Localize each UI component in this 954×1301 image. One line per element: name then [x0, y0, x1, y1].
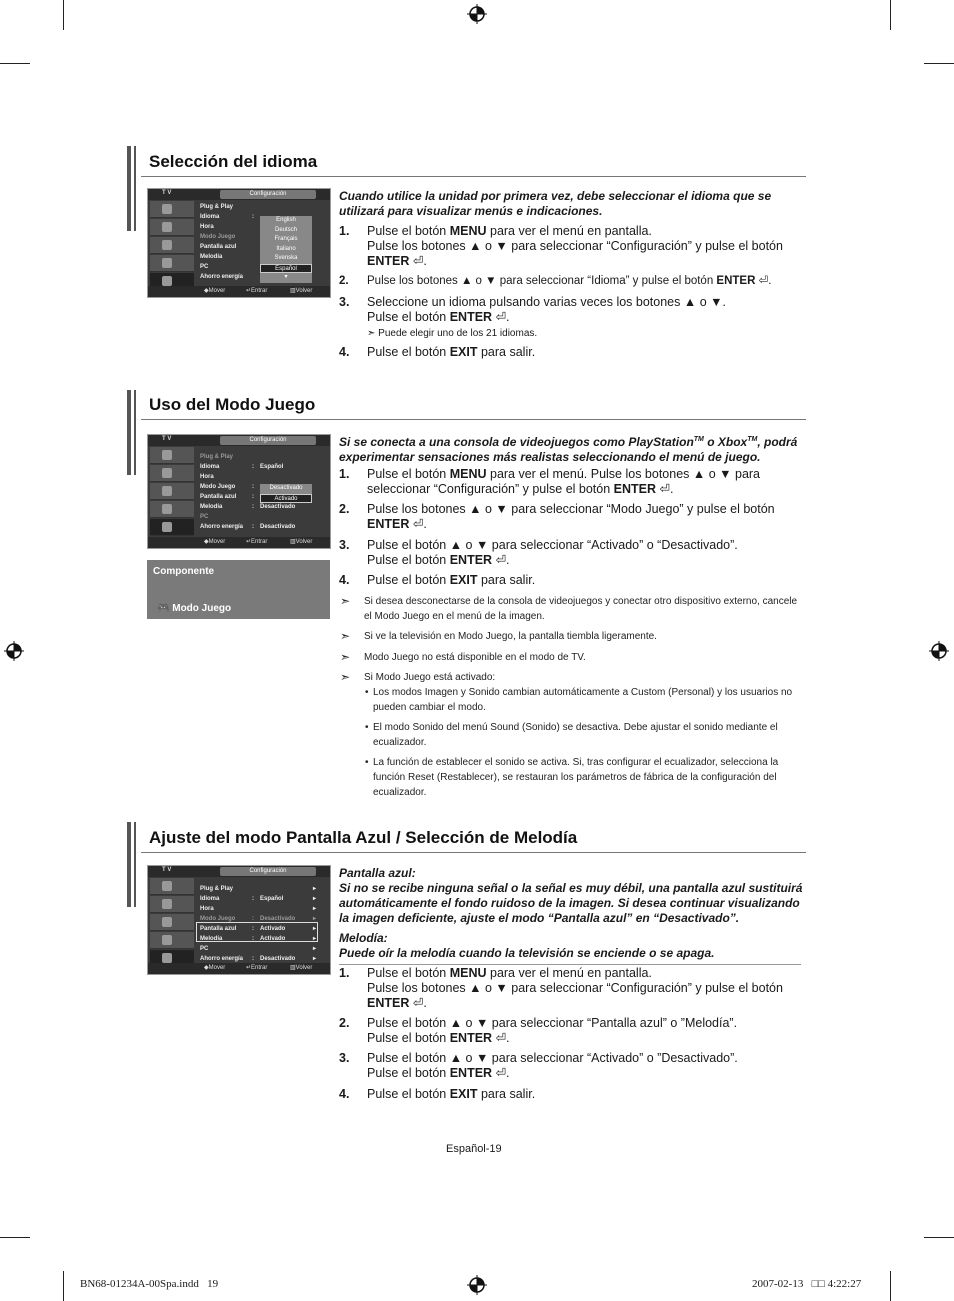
step-key: ENTER	[716, 275, 756, 287]
menu-item: Pantalla azul	[200, 926, 237, 932]
step-number: 3.	[339, 295, 350, 309]
step-key: EXIT	[449, 345, 478, 359]
language-option: English	[276, 217, 296, 223]
step-text: para salir.	[477, 1087, 536, 1101]
trademark: TM	[693, 436, 704, 443]
intro-text: Si se conecta a una consola de videojuegos como PlayStation	[339, 435, 694, 449]
language-popup: English Deutsch Français Italiano Svenska Español ▾	[260, 216, 312, 283]
crop-mark	[890, 1271, 891, 1301]
step	[339, 224, 804, 269]
step	[339, 1087, 804, 1102]
menu-item: PC	[200, 264, 209, 270]
enter-icon: ⏎	[412, 517, 424, 531]
note-text: Si ve la televisión en Modo Juego, la pantalla tiembla ligeramente.	[364, 631, 657, 642]
step-text: para salir.	[477, 573, 536, 587]
menu-item: Pantalla azul	[200, 494, 237, 500]
menu-item: Idioma	[200, 464, 220, 470]
step-key: ENTER	[613, 482, 657, 496]
step-number: 4.	[339, 1087, 350, 1101]
menu-title: Configuración	[220, 190, 316, 199]
step-key: EXIT	[449, 573, 478, 587]
menu-item: Modo Juego	[200, 234, 236, 240]
step-text: Pulse los botones ▲ o ▼ para seleccionar “Idioma” y pulse el botón	[367, 275, 717, 287]
menu-value: Español	[260, 464, 284, 470]
bullet: • La función de establecer el sonido se activa. Si, tras configurar el ecualizador, selecciona la función Reset (Restablecer), se restauran los parámetros de fábrica de la configuración del ecualizador.	[365, 755, 805, 800]
language-option: Deutsch	[274, 226, 297, 233]
footer-move: Mover	[208, 288, 226, 294]
step-text: para ver el menú en pantalla.	[486, 224, 652, 238]
crop-mark	[924, 1237, 954, 1238]
menu-item: Hora	[200, 474, 214, 480]
step	[339, 274, 804, 289]
step-text: .	[423, 517, 427, 531]
note-arrow-icon: ➣	[340, 629, 351, 643]
step-text: Pulse el botón	[367, 553, 450, 567]
step-text: Pulse el botón	[367, 310, 450, 324]
step-text: Pulse el botón ▲ o ▼ para seleccionar “Activado” o ”Desactivado”.	[367, 1051, 738, 1065]
note	[340, 650, 805, 665]
section-bar	[134, 822, 136, 907]
menu-title: Configuración	[220, 867, 316, 876]
mode-popup	[260, 484, 312, 503]
step-number: 3.	[339, 538, 350, 552]
note-arrow-icon: ➣	[340, 594, 351, 608]
registration-mark-icon	[929, 641, 949, 661]
slug-left: BN68-01234A-00Spa.indd 19	[80, 1278, 219, 1290]
trademark: TM	[747, 436, 758, 443]
step	[339, 1016, 804, 1046]
step-number: 2.	[339, 1016, 350, 1030]
step	[339, 502, 804, 532]
note-arrow-icon: ➣	[340, 670, 351, 684]
section-rule	[141, 419, 806, 420]
registration-mark-icon	[4, 641, 24, 661]
step	[339, 467, 804, 497]
menu-item: Ahorro energía	[200, 524, 244, 530]
enter-icon: ⏎	[495, 553, 507, 567]
step-key: ENTER	[449, 310, 493, 324]
footer-enter: Entrar	[251, 288, 268, 294]
step-key: ENTER	[367, 517, 410, 531]
menu-item: Hora	[200, 224, 214, 230]
section-bar	[127, 390, 131, 475]
enter-icon: ⏎	[412, 996, 424, 1010]
step-number: 1.	[339, 467, 350, 481]
section-title: Uso del Modo Juego	[149, 395, 316, 414]
menu-item: Pantalla azul	[200, 244, 237, 250]
step-text: Pulse el botón	[367, 224, 450, 238]
step-text: Pulse el botón	[367, 467, 450, 481]
enter-icon: ⏎	[659, 482, 671, 496]
tv-menu-screenshot: T V Configuración Plug & Play Idioma : Español Hora Modo Juego : Pantalla azul : Melodía : Desactivado PC Ahorro energía : Desactivado Desactivado Activado ◆ Mover ↵ Entrar ▥ Volver	[147, 434, 331, 549]
component-item: Modo Juego	[172, 603, 232, 614]
crop-mark	[0, 1237, 30, 1238]
enter-icon: ⏎	[495, 1031, 507, 1045]
mode-option: Desactivado	[269, 485, 303, 491]
tv-menu-screenshot: T V Configuración Plug & Play ▸ Idioma : Español ▸ Hora ▸ Modo Juego : Desactivado ▸ Pantalla azul : Activado ▸ Melodía : Activado ▸ PC ▸ Ahorro energía : Desactivado ▸ ◆ Mover ↵ Entrar ▥ Volver	[147, 865, 331, 975]
step-key: ENTER	[367, 254, 410, 268]
enter-icon: ⏎	[758, 275, 769, 287]
step-key: EXIT	[449, 1087, 478, 1101]
step-text: Pulse el botón ▲ o ▼ para seleccionar “Activado” o “Desactivado”.	[367, 538, 738, 552]
step-number: 3.	[339, 1051, 350, 1065]
step-key: ENTER	[449, 553, 493, 567]
menu-value: Activado	[260, 926, 286, 932]
step-text: Seleccione un idioma pulsando varias veces los botones ▲ o ▼.	[367, 295, 726, 309]
melodia-label: Melodía:	[339, 931, 388, 945]
language-option: Svenska	[274, 255, 298, 261]
step-key: ENTER	[449, 1031, 493, 1045]
step-key: MENU	[449, 467, 487, 481]
step-number: 2.	[339, 275, 349, 287]
crop-mark	[890, 0, 891, 30]
step-number: 4.	[339, 573, 350, 587]
pantalla-text: Si no se recibe ninguna señal o la señal es muy débil, una pantalla azul sustituirá automáticamente el fondo ruidoso de la imagen. Si desea continuar visualizando la imagen deficiente, ajuste el modo “Pantalla azul” en “Desactivado”.	[339, 881, 803, 925]
step-text: Pulse el botón	[367, 1031, 450, 1045]
step-text: .	[423, 254, 427, 268]
step	[339, 1051, 804, 1081]
footer-move: Mover	[208, 965, 226, 971]
note	[340, 670, 805, 685]
crop-mark	[63, 0, 64, 30]
section-bar	[127, 822, 131, 907]
step-text: Pulse el botón	[367, 573, 450, 587]
gamepad-icon: 🎮	[157, 603, 170, 614]
component-title: Componente	[153, 566, 215, 577]
menu-item: PC	[200, 946, 209, 952]
step-text: .	[506, 1066, 510, 1080]
menu-value: Desactivado	[260, 916, 296, 922]
step-text: para ver el menú. Pulse los botones ▲ o ▼ para seleccionar “Configuración” y pulse el botón	[367, 467, 761, 496]
bullet: • El modo Sonido del menú Sound (Sonido) se desactiva. Debe ajustar el sonido mediante el ecualizador.	[365, 720, 805, 750]
menu-item: Melodía	[200, 504, 223, 510]
enter-icon: ⏎	[412, 254, 424, 268]
note-arrow-icon: ➣	[340, 650, 351, 664]
tv-label: T V	[162, 867, 172, 873]
component-panel	[147, 560, 330, 619]
note	[340, 594, 805, 624]
step-text: para ver el menú en pantalla.	[486, 966, 652, 980]
menu-item: Melodía	[200, 936, 223, 942]
menu-value: Español	[260, 896, 284, 902]
step-text: .	[423, 996, 427, 1010]
menu-value: Desactivado	[260, 504, 296, 510]
menu-item: Modo Juego	[200, 484, 236, 490]
step-text: .	[506, 1031, 510, 1045]
melodia-text: Puede oír la melodía cuando la televisión se enciende o se apaga.	[339, 946, 715, 960]
section-bar	[127, 146, 131, 231]
step-text: Pulse el botón	[367, 1066, 450, 1080]
menu-title: Configuración	[220, 436, 316, 445]
bullet-text: El modo Sonido del menú Sound (Sonido) se desactiva. Debe ajustar el sonido mediante el ecualizador.	[373, 722, 778, 748]
enter-icon: ⏎	[495, 1066, 507, 1080]
step-text: Pulse los botones ▲ o ▼ para seleccionar “Modo Juego” y pulse el botón	[367, 502, 775, 516]
bullet-text: La función de establecer el sonido se activa. Si, tras configurar el ecualizador, selecciona la función Reset (Restablecer), se restauran los parámetros de fábrica de la configuración del ecualizador.	[373, 757, 779, 798]
menu-item: Idioma	[200, 214, 220, 220]
section-intro: Cuando utilice la unidad por primera vez, debe seleccionar el idioma que se utilizará para visualizar menús e indicaciones.	[339, 189, 772, 218]
registration-mark-icon	[467, 1275, 487, 1295]
footer-return: Volver	[295, 965, 313, 971]
section-rule	[141, 852, 806, 853]
mode-option: Activado	[260, 494, 312, 504]
step	[339, 573, 804, 588]
menu-item: Plug & Play	[200, 204, 234, 210]
menu-item: Hora	[200, 906, 214, 912]
menu-item: Melodía	[200, 254, 223, 260]
step-number: 2.	[339, 502, 350, 516]
pantalla-label: Pantalla azul:	[339, 866, 416, 880]
section-bar	[134, 146, 136, 231]
menu-item: Modo Juego	[200, 916, 236, 922]
slug-right: 2007-02-13 □□ 4:22:27	[752, 1278, 862, 1290]
crop-mark	[63, 1271, 64, 1301]
registration-mark-icon	[467, 4, 487, 24]
note-text: Si Modo Juego está activado:	[364, 672, 496, 683]
crop-mark	[0, 63, 30, 64]
step-text: Pulse los botones ▲ o ▼ para seleccionar “Configuración” y pulse el botón	[367, 239, 783, 253]
step-key: MENU	[449, 224, 487, 238]
menu-value: Desactivado	[260, 956, 296, 962]
section-title: Selección del idioma	[149, 152, 318, 171]
footer-return: Volver	[295, 288, 313, 294]
footer-move: Mover	[208, 539, 226, 545]
note-text: Modo Juego no está disponible en el modo de TV.	[364, 652, 586, 663]
step-number: 1.	[339, 224, 350, 238]
tv-label: T V	[162, 190, 172, 196]
footer-return: Volver	[295, 539, 313, 545]
menu-item: Plug & Play	[200, 454, 234, 460]
menu-item: Ahorro energía	[200, 274, 244, 280]
note	[340, 629, 805, 644]
note-text: Si desea desconectarse de la consola de videojuegos y conectar otro dispositivo externo, cancele el Modo Juego en el menú de la imagen.	[364, 596, 798, 622]
menu-item: Idioma	[200, 896, 220, 902]
intro-text: o Xbox	[703, 435, 748, 449]
step-key: MENU	[449, 966, 487, 980]
step-text: Pulse el botón	[367, 345, 450, 359]
step	[339, 295, 804, 339]
tv-menu-screenshot: T V Configuración Plug & Play Idioma : Hora Modo Juego Pantalla azul Melodía PC Ahorro energía English Deutsch Français Italiano Svenska Español ▾ ◆ Mover ↵ Entrar ▥ Volver	[147, 188, 331, 298]
language-option: Italiano	[276, 245, 296, 252]
step	[339, 345, 804, 360]
note-arrow-icon: ➣	[367, 328, 376, 339]
bullet-text: Los modos Imagen y Sonido cambian automáticamente a Custom (Personal) y los usuarios no pueden cambiar el modo.	[373, 687, 793, 713]
step	[339, 966, 804, 1011]
step-key: ENTER	[367, 996, 410, 1010]
menu-item: Plug & Play	[200, 886, 234, 892]
tv-label: T V	[162, 436, 172, 442]
step-text: Pulse el botón	[367, 966, 450, 980]
crop-mark	[924, 63, 954, 64]
section-rule	[141, 176, 806, 177]
step-number: 4.	[339, 345, 350, 359]
bullet: • Los modos Imagen y Sonido cambian automáticamente a Custom (Personal) y los usuarios no pueden cambiar el modo.	[365, 685, 805, 715]
footer-enter: Entrar	[251, 965, 268, 971]
menu-value: Desactivado	[260, 524, 296, 530]
page-number: Español-19	[446, 1143, 502, 1155]
section-rule	[339, 964, 801, 965]
step-text: Pulse los botones ▲ o ▼ para seleccionar “Configuración” y pulse el botón	[367, 981, 783, 995]
step-text: .	[506, 310, 510, 324]
step-note: Puede elegir uno de los 21 idiomas.	[378, 328, 538, 339]
step-text: .	[768, 275, 772, 287]
section-title: Ajuste del modo Pantalla Azul / Selección de Melodía	[149, 828, 578, 847]
step-text: para salir.	[477, 345, 536, 359]
step-key: ENTER	[449, 1066, 493, 1080]
enter-icon: ⏎	[495, 310, 507, 324]
step-text: .	[506, 553, 510, 567]
footer-enter: Entrar	[251, 539, 268, 545]
step	[339, 538, 804, 568]
language-option: Français	[274, 236, 298, 242]
menu-value: Activado	[260, 936, 286, 942]
step-text: Pulse el botón	[367, 1087, 450, 1101]
menu-item: Ahorro energía	[200, 956, 244, 962]
section-intro	[339, 432, 804, 465]
menu-item: PC	[200, 514, 209, 520]
step-text: Pulse el botón ▲ o ▼ para seleccionar “Pantalla azul” o ”Melodía”.	[367, 1016, 738, 1030]
language-option: Español	[260, 264, 312, 274]
step-number: 1.	[339, 966, 350, 980]
section-bar	[134, 390, 136, 475]
step-text: .	[670, 482, 674, 496]
intro-text: , podrá experimentar sensaciones más realistas seleccionando el menú de juego.	[339, 435, 798, 464]
